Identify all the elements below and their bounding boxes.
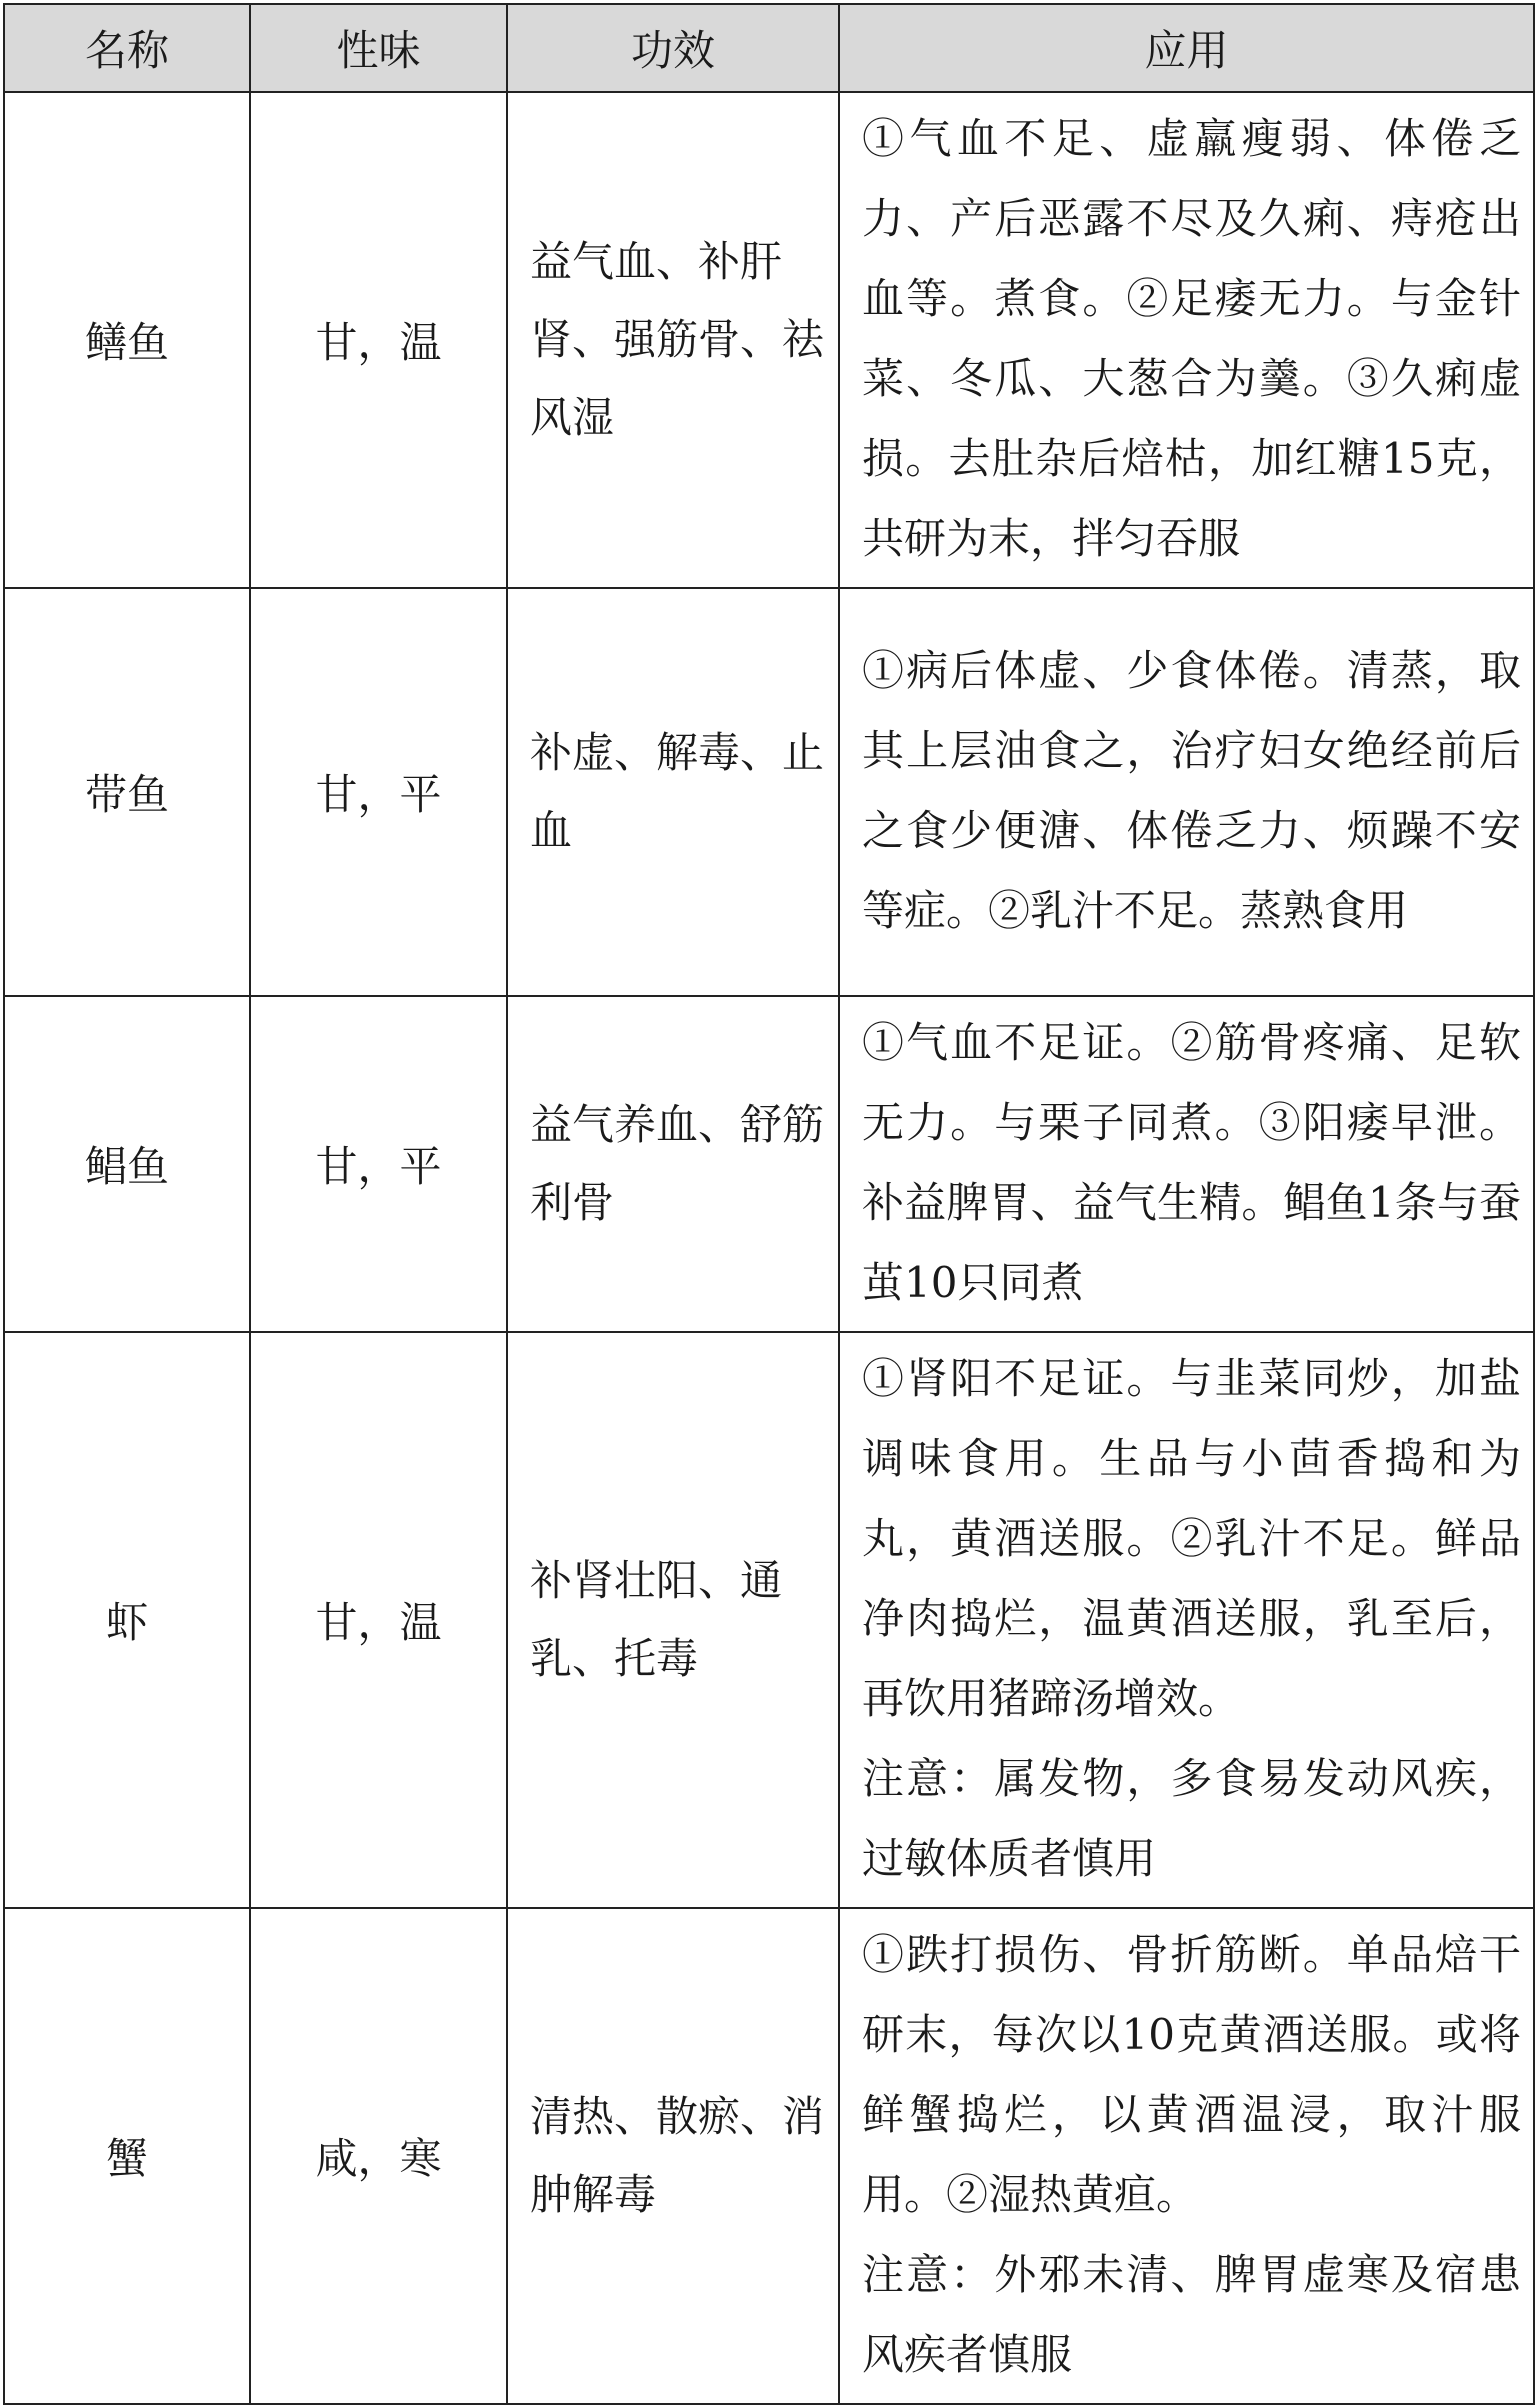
application-paragraph: ①气血不足证。②筋骨疼痛、足软无力。与栗子同煮。③阳痿早泄。补益脾胃、益气生精。鲳鱼1条与蚕茧10只同煮	[862, 1018, 1521, 1307]
row-effect: 清热、散瘀、消肿解毒	[507, 1908, 839, 2404]
row-effect: 补虚、解毒、止血	[507, 588, 839, 996]
application-paragraph: ①肾阳不足证。与韭菜同炒，加盐调味食用。生品与小茴香捣和为丸，黄酒送服。②乳汁不足。鲜品净肉捣烂，温黄酒送服，乳至后，再饮用猪蹄汤增效。	[862, 1354, 1521, 1723]
application-note: 注意：外邪未清、脾胃虚寒及宿患风疾者慎服	[862, 2250, 1521, 2379]
table-row	[4, 588, 1534, 996]
row-application	[839, 996, 1534, 1332]
row-effect: 益气血、补肝肾、强筋骨、祛风湿	[507, 92, 839, 588]
table-row	[4, 92, 1534, 588]
row-nature: 甘，温	[250, 92, 507, 588]
row-nature: 甘，平	[250, 588, 507, 996]
row-name: 鲳鱼	[4, 996, 250, 1332]
application-note: 注意：属发物，多食易发动风疾，过敏体质者慎用	[862, 1754, 1521, 1883]
header-application: 应用	[839, 4, 1534, 92]
application-paragraph: ①病后体虚、少食体倦。清蒸，取其上层油食之，治疗妇女绝经前后之食少便溏、体倦乏力、烦躁不安等症。②乳汁不足。蒸熟食用	[862, 646, 1521, 935]
row-nature: 咸，寒	[250, 1908, 507, 2404]
food-therapy-table	[3, 3, 1535, 2405]
table-row	[4, 1908, 1534, 2404]
header-name: 名称	[4, 4, 250, 92]
row-name: 虾	[4, 1332, 250, 1908]
row-name: 蟹	[4, 1908, 250, 2404]
header-effect: 功效	[507, 4, 839, 92]
row-nature: 甘，平	[250, 996, 507, 1332]
row-name: 鳝鱼	[4, 92, 250, 588]
row-application	[839, 1332, 1534, 1908]
row-application	[839, 588, 1534, 996]
row-effect: 益气养血、舒筋利骨	[507, 996, 839, 1332]
header-row	[4, 4, 1534, 92]
row-nature: 甘，温	[250, 1332, 507, 1908]
row-application	[839, 92, 1534, 588]
row-application	[839, 1908, 1534, 2404]
row-name: 带鱼	[4, 588, 250, 996]
table-row	[4, 996, 1534, 1332]
row-effect: 补肾壮阳、通乳、托毒	[507, 1332, 839, 1908]
header-nature: 性味	[250, 4, 507, 92]
application-paragraph: ①气血不足、虚羸瘦弱、体倦乏力、产后恶露不尽及久痢、痔疮出血等。煮食。②足痿无力。与金针菜、冬瓜、大葱合为羹。③久痢虚损。去肚杂后焙枯，加红糖15克，共研为末，拌匀吞服	[862, 114, 1521, 563]
table-row	[4, 1332, 1534, 1908]
application-paragraph: ①跌打损伤、骨折筋断。单品焙干研末，每次以10克黄酒送服。或将鲜蟹捣烂，以黄酒温浸，取汁服用。②湿热黄疸。	[862, 1930, 1521, 2219]
